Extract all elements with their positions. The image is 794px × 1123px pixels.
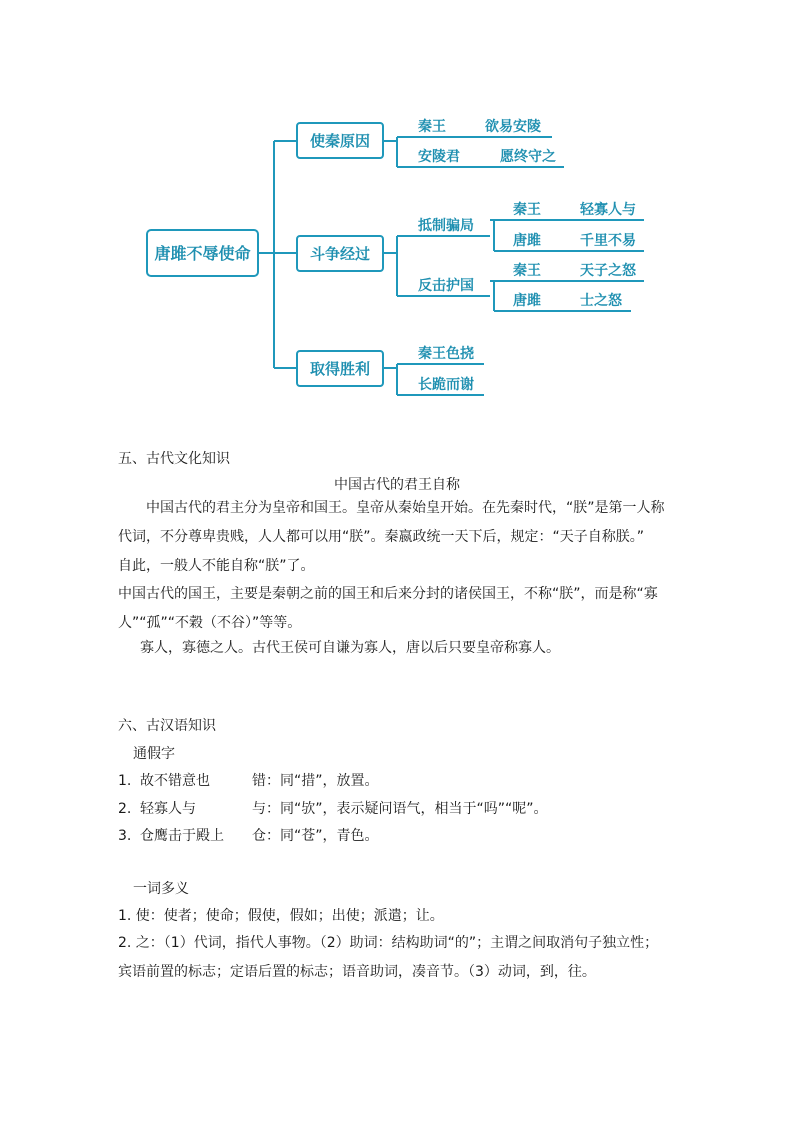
item-note: 错：同“措”，放置。: [252, 773, 379, 789]
duoyi-item-2-line-1: 2. 之：（1）代词，指代人事物。（2）助词：结构助词“的”；主谓之间取消句子独立性；: [118, 935, 659, 951]
paragraph-2-line-1: 中国古代的国王，主要是秦朝之前的国王和后来分封的诸侯国王，不称“朕”，而是称“寡: [118, 586, 658, 602]
sub1-row1-who: 秦王: [513, 202, 541, 218]
paragraph-1-line-1: 中国古代的君主分为皇帝和国王。皇帝从秦始皇开始。在先秦时代，“朕”是第一人称: [146, 500, 665, 516]
paragraph-1-line-3: 自此，一般人不能自称“朕”了。: [118, 558, 315, 574]
item-phrase: 故不错意也: [140, 773, 210, 789]
branch2-connector: [383, 236, 397, 296]
section5-paragraph-3: [118, 634, 698, 663]
sub2-connector: [490, 281, 494, 311]
branch3-label: 取得胜利: [309, 360, 371, 378]
duoyi-title: 一词多义: [133, 881, 189, 897]
section5-title: 中国古代的君王自称: [334, 477, 460, 493]
root-label: 唐雎不辱使命: [154, 244, 251, 263]
section5-heading: 五、古代文化知识: [118, 451, 230, 467]
item-number: 2.: [118, 801, 132, 817]
branch2-label: 斗争经过: [309, 245, 371, 263]
tongjia-title: 通假字: [133, 746, 175, 762]
sub1-row2-who: 唐雎: [513, 233, 541, 249]
mind-map: [0, 0, 794, 420]
section6-heading: 六、古汉语知识: [118, 718, 216, 734]
duoyi-item-2: [118, 929, 698, 987]
item-note: 仓：同“苍”，青色。: [252, 828, 379, 844]
sub2-label: 反击护国: [418, 278, 474, 294]
sub2-row2-what: 士之怒: [580, 293, 622, 309]
tongjia-item-1: [118, 771, 379, 791]
duoyi-item-2-line-2: 宾语前置的标志；定语后置的标志；语音助词，凑音节。（3）动词，到，往。: [118, 964, 596, 980]
root-connector: [258, 141, 297, 368]
branch1-row1-what: 欲易安陵: [485, 119, 541, 135]
branch1-row2-what: 愿终守之: [500, 149, 556, 165]
item-number: 1.: [118, 773, 132, 789]
branch1-row2-who: 安陵君: [418, 149, 460, 165]
paragraph-2-line-2: 人”“孤”“不穀（不谷）”等等。: [118, 615, 302, 631]
section5-paragraph-1: [118, 494, 698, 581]
sub2-row1-who: 秦王: [513, 263, 541, 279]
branch1-connector: [383, 137, 397, 167]
branch1-label: 使秦原因: [309, 132, 371, 150]
tongjia-item-2: [118, 799, 548, 819]
sub2-row2-who: 唐雎: [513, 293, 541, 309]
paragraph-1-line-2: 代词，不分尊卑贵贱，人人都可以用“朕”。秦嬴政统一天下后，规定：“天子自称朕。”: [118, 529, 645, 545]
branch3-leaf2: 长跪而谢: [418, 377, 474, 393]
sub1-label: 抵制骗局: [418, 218, 474, 234]
paragraph-3-line-1: 寡人，寡德之人。古代王侯可自谦为寡人，唐以后只要皇帝称寡人。: [140, 640, 560, 656]
item-phrase: 轻寡人与: [140, 801, 196, 817]
tongjia-item-3: [118, 826, 379, 846]
branch3-leaf1: 秦王色挠: [418, 346, 474, 362]
section5-paragraph-2: [118, 580, 698, 638]
sub2-row1-what: 天子之怒: [580, 263, 636, 279]
item-phrase: 仓鹰击于殿上: [140, 828, 224, 844]
sub1-connector: [490, 220, 494, 251]
item-number: 3.: [118, 828, 132, 844]
duoyi-item-1: 1. 使：使者；使命；假使，假如；出使；派遣；让。: [118, 908, 444, 924]
sub1-row1-what: 轻寡人与: [580, 202, 636, 218]
branch1-row1-who: 秦王: [418, 119, 446, 135]
item-note: 与：同“欤”，表示疑问语气，相当于“吗”“呢”。: [252, 801, 548, 817]
sub1-row2-what: 千里不易: [580, 233, 636, 249]
branch3-connector: [383, 364, 397, 395]
